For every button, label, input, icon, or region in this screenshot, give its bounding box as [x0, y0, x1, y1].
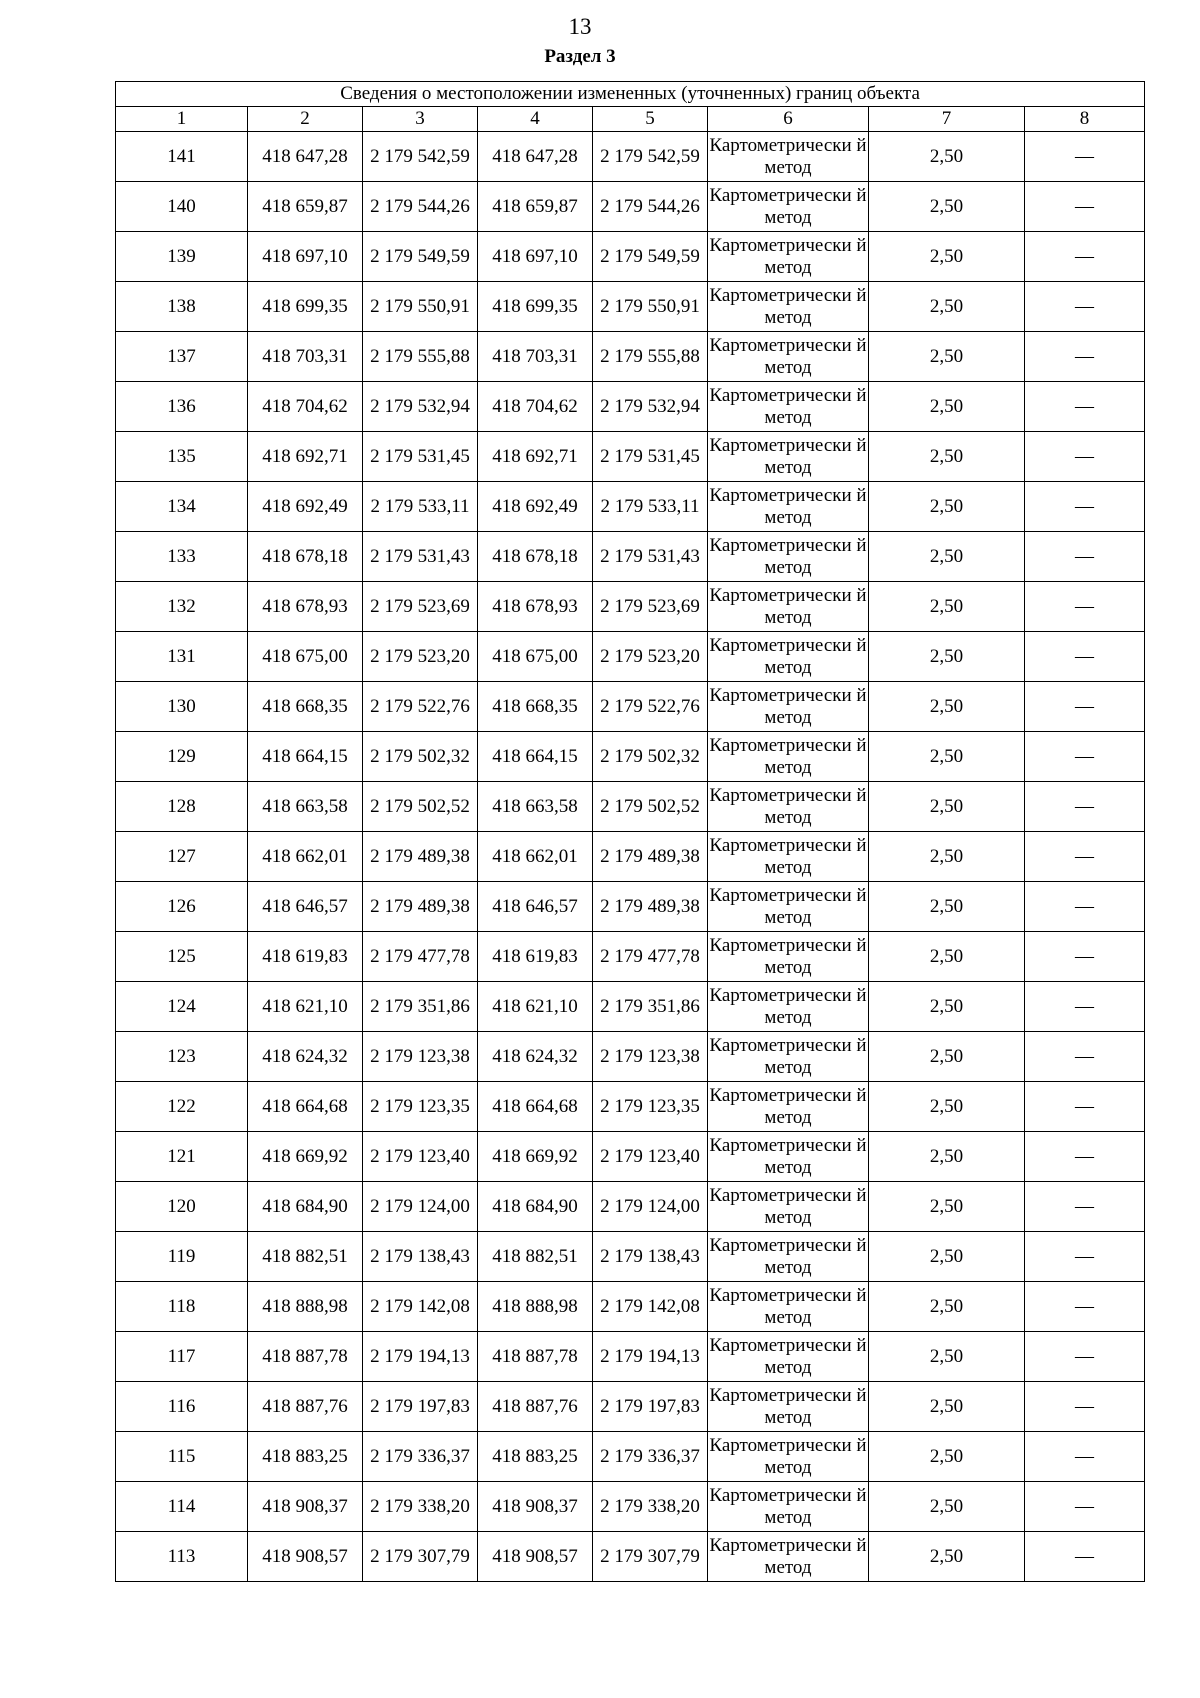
refined-x-cell: 418 664,68	[478, 1082, 593, 1132]
refined-x-cell: 418 675,00	[478, 632, 593, 682]
refined-x-cell: 418 669,92	[478, 1132, 593, 1182]
note-cell: —	[1025, 732, 1145, 782]
point-number-cell: 119	[116, 1232, 248, 1282]
note-cell: —	[1025, 1082, 1145, 1132]
existing-x-cell: 418 678,93	[248, 582, 363, 632]
point-number-cell: 116	[116, 1382, 248, 1432]
point-number-cell: 133	[116, 532, 248, 582]
method-cell: Картометрически й метод	[708, 1032, 869, 1082]
refined-y-cell: 2 179 533,11	[593, 482, 708, 532]
existing-y-cell: 2 179 123,40	[363, 1132, 478, 1182]
refined-y-cell: 2 179 197,83	[593, 1382, 708, 1432]
point-number-cell: 120	[116, 1182, 248, 1232]
refined-x-cell: 418 697,10	[478, 232, 593, 282]
accuracy-cell: 2,50	[869, 1332, 1025, 1382]
point-number-cell: 114	[116, 1482, 248, 1532]
existing-x-cell: 418 697,10	[248, 232, 363, 282]
accuracy-cell: 2,50	[869, 232, 1025, 282]
refined-x-cell: 418 621,10	[478, 982, 593, 1032]
method-cell: Картометрически й метод	[708, 732, 869, 782]
refined-x-cell: 418 692,71	[478, 432, 593, 482]
method-cell: Картометрически й метод	[708, 982, 869, 1032]
table-row	[116, 682, 1145, 732]
table-row	[116, 382, 1145, 432]
point-number-cell: 139	[116, 232, 248, 282]
refined-y-cell: 2 179 502,52	[593, 782, 708, 832]
existing-y-cell: 2 179 138,43	[363, 1232, 478, 1282]
table-row	[116, 1332, 1145, 1382]
refined-y-cell: 2 179 531,45	[593, 432, 708, 482]
section-title: Раздел 3	[544, 46, 616, 67]
accuracy-cell: 2,50	[869, 682, 1025, 732]
page-number: 13	[568, 14, 592, 39]
point-number-cell: 141	[116, 132, 248, 182]
existing-x-cell: 418 647,28	[248, 132, 363, 182]
table-row	[116, 282, 1145, 332]
existing-x-cell: 418 675,00	[248, 632, 363, 682]
existing-x-cell: 418 669,92	[248, 1132, 363, 1182]
method-cell: Картометрически й метод	[708, 1532, 869, 1582]
table-row	[116, 532, 1145, 582]
point-number-cell: 123	[116, 1032, 248, 1082]
refined-x-cell: 418 624,32	[478, 1032, 593, 1082]
note-cell: —	[1025, 232, 1145, 282]
column-number: 4	[478, 107, 593, 132]
column-number: 6	[708, 107, 869, 132]
method-cell: Картометрически й метод	[708, 232, 869, 282]
refined-x-cell: 418 887,78	[478, 1332, 593, 1382]
point-number-cell: 113	[116, 1532, 248, 1582]
point-number-cell: 134	[116, 482, 248, 532]
existing-y-cell: 2 179 549,59	[363, 232, 478, 282]
refined-y-cell: 2 179 138,43	[593, 1232, 708, 1282]
table-row	[116, 1482, 1145, 1532]
method-cell: Картометрически й метод	[708, 432, 869, 482]
existing-y-cell: 2 179 307,79	[363, 1532, 478, 1582]
note-cell: —	[1025, 1132, 1145, 1182]
accuracy-cell: 2,50	[869, 282, 1025, 332]
refined-y-cell: 2 179 502,32	[593, 732, 708, 782]
note-cell: —	[1025, 1332, 1145, 1382]
accuracy-cell: 2,50	[869, 832, 1025, 882]
accuracy-cell: 2,50	[869, 482, 1025, 532]
method-cell: Картометрически й метод	[708, 932, 869, 982]
existing-y-cell: 2 179 555,88	[363, 332, 478, 382]
table-row	[116, 1382, 1145, 1432]
accuracy-cell: 2,50	[869, 582, 1025, 632]
refined-y-cell: 2 179 532,94	[593, 382, 708, 432]
accuracy-cell: 2,50	[869, 882, 1025, 932]
table-row	[116, 1032, 1145, 1082]
existing-y-cell: 2 179 532,94	[363, 382, 478, 432]
boundary-coordinates-table	[115, 81, 1145, 1582]
method-cell: Картометрически й метод	[708, 1482, 869, 1532]
table-body	[116, 132, 1145, 1582]
method-cell: Картометрически й метод	[708, 582, 869, 632]
note-cell: —	[1025, 182, 1145, 232]
existing-x-cell: 418 664,68	[248, 1082, 363, 1132]
existing-x-cell: 418 908,57	[248, 1532, 363, 1582]
existing-y-cell: 2 179 123,35	[363, 1082, 478, 1132]
refined-x-cell: 418 703,31	[478, 332, 593, 382]
refined-y-cell: 2 179 489,38	[593, 832, 708, 882]
note-cell: —	[1025, 582, 1145, 632]
point-number-cell: 117	[116, 1332, 248, 1382]
existing-y-cell: 2 179 123,38	[363, 1032, 478, 1082]
refined-y-cell: 2 179 123,35	[593, 1082, 708, 1132]
refined-y-cell: 2 179 123,38	[593, 1032, 708, 1082]
table-row	[116, 1082, 1145, 1132]
note-cell: —	[1025, 882, 1145, 932]
note-cell: —	[1025, 982, 1145, 1032]
method-cell: Картометрически й метод	[708, 532, 869, 582]
table-row	[116, 232, 1145, 282]
refined-x-cell: 418 668,35	[478, 682, 593, 732]
point-number-cell: 115	[116, 1432, 248, 1482]
existing-x-cell: 418 663,58	[248, 782, 363, 832]
note-cell: —	[1025, 432, 1145, 482]
note-cell: —	[1025, 1182, 1145, 1232]
refined-y-cell: 2 179 549,59	[593, 232, 708, 282]
existing-y-cell: 2 179 550,91	[363, 282, 478, 332]
refined-y-cell: 2 179 544,26	[593, 182, 708, 232]
note-cell: —	[1025, 132, 1145, 182]
method-cell: Картометрически й метод	[708, 1432, 869, 1482]
method-cell: Картометрически й метод	[708, 1282, 869, 1332]
point-number-cell: 128	[116, 782, 248, 832]
refined-y-cell: 2 179 123,40	[593, 1132, 708, 1182]
accuracy-cell: 2,50	[869, 432, 1025, 482]
existing-x-cell: 418 887,78	[248, 1332, 363, 1382]
accuracy-cell: 2,50	[869, 1482, 1025, 1532]
refined-x-cell: 418 692,49	[478, 482, 593, 532]
column-number: 7	[869, 107, 1025, 132]
accuracy-cell: 2,50	[869, 382, 1025, 432]
method-cell: Картометрически й метод	[708, 1082, 869, 1132]
existing-y-cell: 2 179 533,11	[363, 482, 478, 532]
table-row	[116, 1182, 1145, 1232]
existing-y-cell: 2 179 502,32	[363, 732, 478, 782]
refined-y-cell: 2 179 477,78	[593, 932, 708, 982]
table-row	[116, 582, 1145, 632]
accuracy-cell: 2,50	[869, 632, 1025, 682]
accuracy-cell: 2,50	[869, 1532, 1025, 1582]
point-number-cell: 136	[116, 382, 248, 432]
existing-x-cell: 418 684,90	[248, 1182, 363, 1232]
refined-y-cell: 2 179 522,76	[593, 682, 708, 732]
existing-y-cell: 2 179 351,86	[363, 982, 478, 1032]
refined-x-cell: 418 664,15	[478, 732, 593, 782]
note-cell: —	[1025, 682, 1145, 732]
method-cell: Картометрически й метод	[708, 332, 869, 382]
existing-y-cell: 2 179 194,13	[363, 1332, 478, 1382]
existing-x-cell: 418 646,57	[248, 882, 363, 932]
refined-x-cell: 418 647,28	[478, 132, 593, 182]
accuracy-cell: 2,50	[869, 1132, 1025, 1182]
table-row	[116, 182, 1145, 232]
table-row	[116, 982, 1145, 1032]
point-number-cell: 137	[116, 332, 248, 382]
point-number-cell: 121	[116, 1132, 248, 1182]
refined-y-cell: 2 179 336,37	[593, 1432, 708, 1482]
note-cell: —	[1025, 1482, 1145, 1532]
existing-x-cell: 418 664,15	[248, 732, 363, 782]
note-cell: —	[1025, 1282, 1145, 1332]
refined-x-cell: 418 888,98	[478, 1282, 593, 1332]
existing-y-cell: 2 179 531,45	[363, 432, 478, 482]
refined-x-cell: 418 659,87	[478, 182, 593, 232]
table-row	[116, 132, 1145, 182]
table-row	[116, 782, 1145, 832]
refined-y-cell: 2 179 124,00	[593, 1182, 708, 1232]
existing-y-cell: 2 179 544,26	[363, 182, 478, 232]
refined-x-cell: 418 663,58	[478, 782, 593, 832]
existing-x-cell: 418 621,10	[248, 982, 363, 1032]
point-number-cell: 125	[116, 932, 248, 982]
existing-y-cell: 2 179 197,83	[363, 1382, 478, 1432]
point-number-cell: 118	[116, 1282, 248, 1332]
table-row	[116, 1432, 1145, 1482]
existing-y-cell: 2 179 502,52	[363, 782, 478, 832]
accuracy-cell: 2,50	[869, 1032, 1025, 1082]
accuracy-cell: 2,50	[869, 1282, 1025, 1332]
existing-x-cell: 418 619,83	[248, 932, 363, 982]
note-cell: —	[1025, 782, 1145, 832]
refined-y-cell: 2 179 338,20	[593, 1482, 708, 1532]
accuracy-cell: 2,50	[869, 1232, 1025, 1282]
method-cell: Картометрически й метод	[708, 1382, 869, 1432]
existing-x-cell: 418 703,31	[248, 332, 363, 382]
existing-x-cell: 418 704,62	[248, 382, 363, 432]
existing-y-cell: 2 179 124,00	[363, 1182, 478, 1232]
existing-y-cell: 2 179 523,20	[363, 632, 478, 682]
point-number-cell: 122	[116, 1082, 248, 1132]
refined-x-cell: 418 699,35	[478, 282, 593, 332]
existing-y-cell: 2 179 338,20	[363, 1482, 478, 1532]
accuracy-cell: 2,50	[869, 1382, 1025, 1432]
table-row	[116, 332, 1145, 382]
column-number: 8	[1025, 107, 1145, 132]
refined-x-cell: 418 908,37	[478, 1482, 593, 1532]
refined-y-cell: 2 179 542,59	[593, 132, 708, 182]
existing-x-cell: 418 668,35	[248, 682, 363, 732]
refined-x-cell: 418 678,18	[478, 532, 593, 582]
note-cell: —	[1025, 632, 1145, 682]
method-cell: Картометрически й метод	[708, 132, 869, 182]
method-cell: Картометрически й метод	[708, 832, 869, 882]
existing-x-cell: 418 883,25	[248, 1432, 363, 1482]
note-cell: —	[1025, 1232, 1145, 1282]
point-number-cell: 135	[116, 432, 248, 482]
existing-x-cell: 418 699,35	[248, 282, 363, 332]
refined-x-cell: 418 662,01	[478, 832, 593, 882]
refined-x-cell: 418 908,57	[478, 1532, 593, 1582]
refined-y-cell: 2 179 523,20	[593, 632, 708, 682]
note-cell: —	[1025, 482, 1145, 532]
existing-x-cell: 418 662,01	[248, 832, 363, 882]
refined-y-cell: 2 179 555,88	[593, 332, 708, 382]
table-caption: Сведения о местоположении измененных (уточненных) границ объекта	[116, 82, 1145, 107]
existing-y-cell: 2 179 489,38	[363, 882, 478, 932]
note-cell: —	[1025, 1432, 1145, 1482]
refined-x-cell: 418 887,76	[478, 1382, 593, 1432]
refined-y-cell: 2 179 531,43	[593, 532, 708, 582]
existing-y-cell: 2 179 489,38	[363, 832, 478, 882]
table-row	[116, 932, 1145, 982]
method-cell: Картометрически й метод	[708, 1182, 869, 1232]
accuracy-cell: 2,50	[869, 982, 1025, 1032]
column-number: 5	[593, 107, 708, 132]
column-number: 2	[248, 107, 363, 132]
method-cell: Картометрически й метод	[708, 182, 869, 232]
note-cell: —	[1025, 282, 1145, 332]
note-cell: —	[1025, 932, 1145, 982]
method-cell: Картометрически й метод	[708, 882, 869, 932]
note-cell: —	[1025, 332, 1145, 382]
existing-y-cell: 2 179 523,69	[363, 582, 478, 632]
table-row	[116, 732, 1145, 782]
existing-x-cell: 418 692,49	[248, 482, 363, 532]
existing-y-cell: 2 179 522,76	[363, 682, 478, 732]
method-cell: Картометрически й метод	[708, 682, 869, 732]
accuracy-cell: 2,50	[869, 732, 1025, 782]
point-number-cell: 124	[116, 982, 248, 1032]
note-cell: —	[1025, 1532, 1145, 1582]
accuracy-cell: 2,50	[869, 1432, 1025, 1482]
point-number-cell: 131	[116, 632, 248, 682]
method-cell: Картометрически й метод	[708, 782, 869, 832]
existing-x-cell: 418 887,76	[248, 1382, 363, 1432]
method-cell: Картометрически й метод	[708, 1232, 869, 1282]
existing-x-cell: 418 624,32	[248, 1032, 363, 1082]
existing-x-cell: 418 908,37	[248, 1482, 363, 1532]
table-row	[116, 482, 1145, 532]
accuracy-cell: 2,50	[869, 332, 1025, 382]
table-row	[116, 1282, 1145, 1332]
column-number: 3	[363, 107, 478, 132]
refined-y-cell: 2 179 523,69	[593, 582, 708, 632]
accuracy-cell: 2,50	[869, 532, 1025, 582]
refined-x-cell: 418 883,25	[478, 1432, 593, 1482]
note-cell: —	[1025, 382, 1145, 432]
existing-y-cell: 2 179 542,59	[363, 132, 478, 182]
note-cell: —	[1025, 1032, 1145, 1082]
refined-y-cell: 2 179 550,91	[593, 282, 708, 332]
method-cell: Картометрически й метод	[708, 1332, 869, 1382]
existing-y-cell: 2 179 531,43	[363, 532, 478, 582]
accuracy-cell: 2,50	[869, 182, 1025, 232]
table-row	[116, 1232, 1145, 1282]
note-cell: —	[1025, 832, 1145, 882]
existing-x-cell: 418 678,18	[248, 532, 363, 582]
accuracy-cell: 2,50	[869, 132, 1025, 182]
existing-x-cell: 418 882,51	[248, 1232, 363, 1282]
refined-x-cell: 418 678,93	[478, 582, 593, 632]
refined-x-cell: 418 704,62	[478, 382, 593, 432]
table-row	[116, 1132, 1145, 1182]
existing-y-cell: 2 179 142,08	[363, 1282, 478, 1332]
existing-x-cell: 418 888,98	[248, 1282, 363, 1332]
point-number-cell: 132	[116, 582, 248, 632]
note-cell: —	[1025, 1382, 1145, 1432]
accuracy-cell: 2,50	[869, 1182, 1025, 1232]
column-number: 1	[116, 107, 248, 132]
point-number-cell: 129	[116, 732, 248, 782]
point-number-cell: 138	[116, 282, 248, 332]
existing-y-cell: 2 179 477,78	[363, 932, 478, 982]
table-row	[116, 632, 1145, 682]
refined-y-cell: 2 179 194,13	[593, 1332, 708, 1382]
refined-y-cell: 2 179 351,86	[593, 982, 708, 1032]
point-number-cell: 140	[116, 182, 248, 232]
method-cell: Картометрически й метод	[708, 382, 869, 432]
existing-x-cell: 418 659,87	[248, 182, 363, 232]
table-row	[116, 432, 1145, 482]
note-cell: —	[1025, 532, 1145, 582]
refined-x-cell: 418 684,90	[478, 1182, 593, 1232]
table-row	[116, 1532, 1145, 1582]
column-number-row	[116, 107, 1145, 132]
method-cell: Картометрически й метод	[708, 632, 869, 682]
method-cell: Картометрически й метод	[708, 1132, 869, 1182]
method-cell: Картометрически й метод	[708, 482, 869, 532]
existing-y-cell: 2 179 336,37	[363, 1432, 478, 1482]
point-number-cell: 126	[116, 882, 248, 932]
accuracy-cell: 2,50	[869, 782, 1025, 832]
method-cell: Картометрически й метод	[708, 282, 869, 332]
table-row	[116, 832, 1145, 882]
point-number-cell: 130	[116, 682, 248, 732]
refined-x-cell: 418 646,57	[478, 882, 593, 932]
refined-y-cell: 2 179 307,79	[593, 1532, 708, 1582]
existing-x-cell: 418 692,71	[248, 432, 363, 482]
accuracy-cell: 2,50	[869, 932, 1025, 982]
point-number-cell: 127	[116, 832, 248, 882]
refined-y-cell: 2 179 142,08	[593, 1282, 708, 1332]
refined-x-cell: 418 619,83	[478, 932, 593, 982]
refined-y-cell: 2 179 489,38	[593, 882, 708, 932]
accuracy-cell: 2,50	[869, 1082, 1025, 1132]
table-row	[116, 882, 1145, 932]
refined-x-cell: 418 882,51	[478, 1232, 593, 1282]
